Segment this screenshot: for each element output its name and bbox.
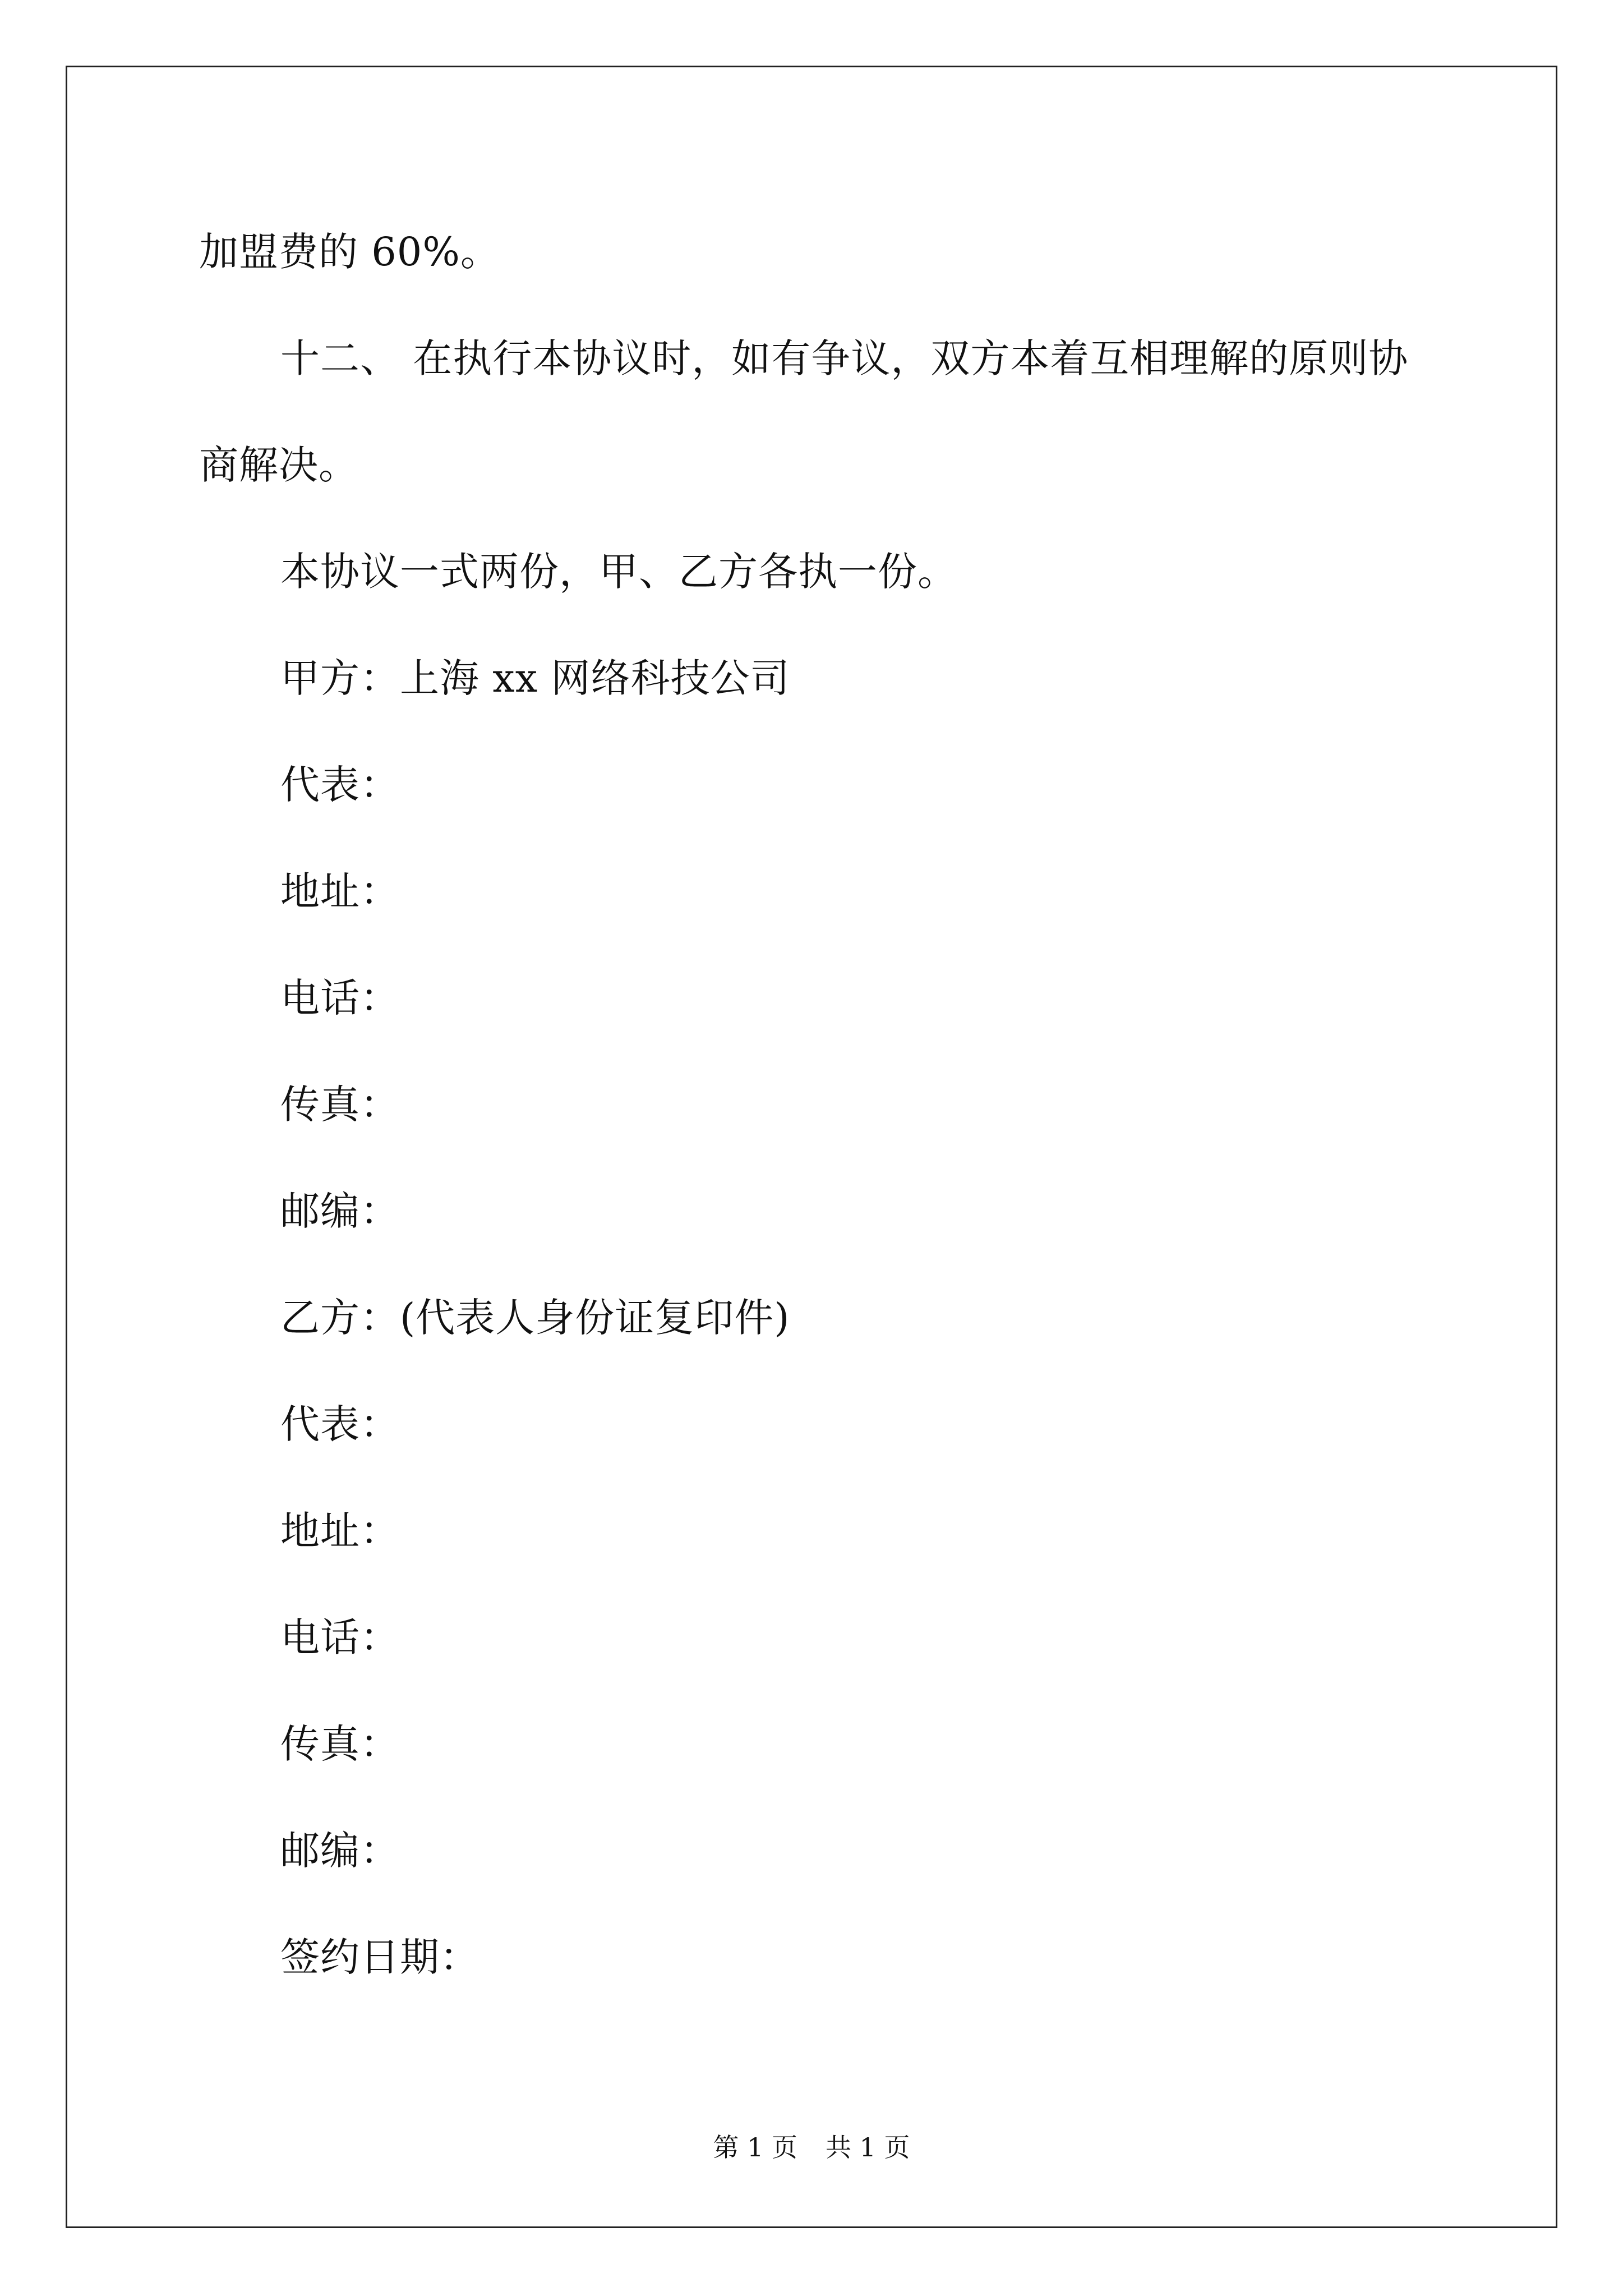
party-a-representative: 代表： [280, 762, 400, 808]
party-b-phone: 电话： [280, 1614, 400, 1660]
signing-date: 签约日期： [280, 1934, 479, 1980]
paragraph-clause-twelve: 十二、 在执行本协议时，如有争议，双方本着互相理解的原则协 [280, 335, 1409, 381]
party-a-postcode: 邮编： [280, 1188, 400, 1234]
page-number-total: 共 1 页 [826, 2132, 910, 2162]
party-b-name: 乙方：(代表人身份证复印件) [280, 1295, 790, 1341]
paragraph-clause-twelve-continuation: 商解决。 [199, 442, 358, 488]
paragraph-fee-continuation: 加盟费的 60%。 [199, 229, 500, 275]
party-b-address: 地址： [280, 1508, 400, 1554]
party-a-name: 甲方：上海 xx 网络科技公司 [280, 655, 790, 701]
page-footer [0, 2134, 1623, 2160]
party-a-phone: 电话： [280, 975, 400, 1021]
party-b-postcode: 邮编： [280, 1828, 400, 1874]
party-b-representative: 代表： [280, 1401, 400, 1447]
party-a-address: 地址： [280, 868, 400, 914]
paragraph-copies: 本协议一式两份，甲、乙方各执一份。 [280, 549, 957, 595]
party-b-fax: 传真： [280, 1721, 400, 1767]
page-number-current: 第 1 页 [713, 2132, 797, 2162]
party-a-fax: 传真： [280, 1082, 400, 1128]
page-border [66, 66, 1557, 2228]
